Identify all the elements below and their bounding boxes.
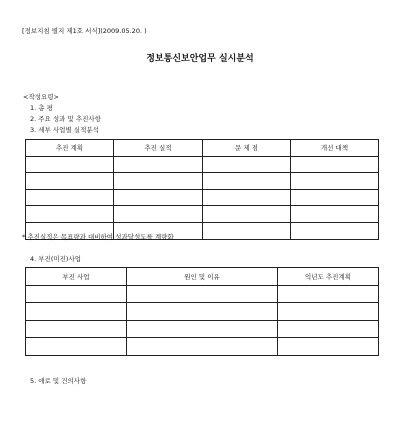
table-cell: [26, 320, 127, 338]
table-cell: [278, 320, 379, 338]
writing-guide-heading: <작성요령>: [23, 93, 60, 101]
table-cell: [291, 156, 379, 173]
table-cell: [203, 206, 291, 223]
table-cell: [114, 156, 203, 173]
table-row: [26, 303, 379, 321]
table-cell: [278, 338, 379, 356]
table-row: [26, 173, 379, 190]
table-header-row: [26, 140, 379, 157]
table-cell: [26, 173, 114, 190]
table-cell: [114, 173, 203, 190]
column-header: 익년도 추진계획: [278, 268, 379, 286]
table-cell: [127, 320, 278, 338]
document-title: 정보통신보안업무 실시분석: [146, 54, 254, 64]
table-cell: [203, 156, 291, 173]
item-key-results: 2. 주요 성과 및 추진사항: [30, 115, 101, 123]
table-cell: [26, 156, 114, 173]
table-row: [26, 206, 379, 223]
table-header-row: [26, 268, 379, 286]
column-header: 추진 계획: [26, 140, 114, 157]
item-underperforming-projects: 4. 부진(미진)사업: [30, 255, 82, 263]
table-cell: [291, 189, 379, 206]
table-cell: [127, 285, 278, 303]
table-row: [26, 189, 379, 206]
project-analysis-table: [25, 139, 379, 240]
item-difficulties-suggestions: 5. 애로 및 건의사항: [30, 377, 87, 385]
table-cell: [114, 189, 203, 206]
table-cell: [26, 338, 127, 356]
column-header: 추진 실적: [114, 140, 203, 157]
table-row: [26, 338, 379, 356]
table-cell: [291, 222, 379, 239]
item-general-review: 1. 총 평: [30, 104, 53, 112]
table-cell: [203, 173, 291, 190]
table-cell: [26, 285, 127, 303]
table-cell: [278, 303, 379, 321]
column-header: 원인 및 이유: [127, 268, 278, 286]
column-header: 부진 사업: [26, 268, 127, 286]
table-cell: [291, 206, 379, 223]
table-cell: [26, 206, 114, 223]
table-cell: [26, 189, 114, 206]
table-cell: [114, 206, 203, 223]
table-row: [26, 285, 379, 303]
table-cell: [127, 303, 278, 321]
table-cell: [278, 285, 379, 303]
item-project-analysis: 3. 세부 사업별 실적분석: [30, 126, 99, 134]
underperforming-projects-table: [25, 267, 379, 356]
performance-note: * 추진실적은 목표량과 대비하여 성과달성도를 계량화: [22, 233, 174, 241]
column-header: 문 제 점: [203, 140, 291, 157]
table-cell: [203, 222, 291, 239]
table-row: [26, 320, 379, 338]
column-header: 개선 대책: [291, 140, 379, 157]
table-row: [26, 156, 379, 173]
table-cell: [291, 173, 379, 190]
table-cell: [203, 189, 291, 206]
table-cell: [127, 338, 278, 356]
table-cell: [26, 303, 127, 321]
form-reference-note: [정보지침 별지 제1호 서식](2009.05.20. ): [22, 27, 147, 35]
